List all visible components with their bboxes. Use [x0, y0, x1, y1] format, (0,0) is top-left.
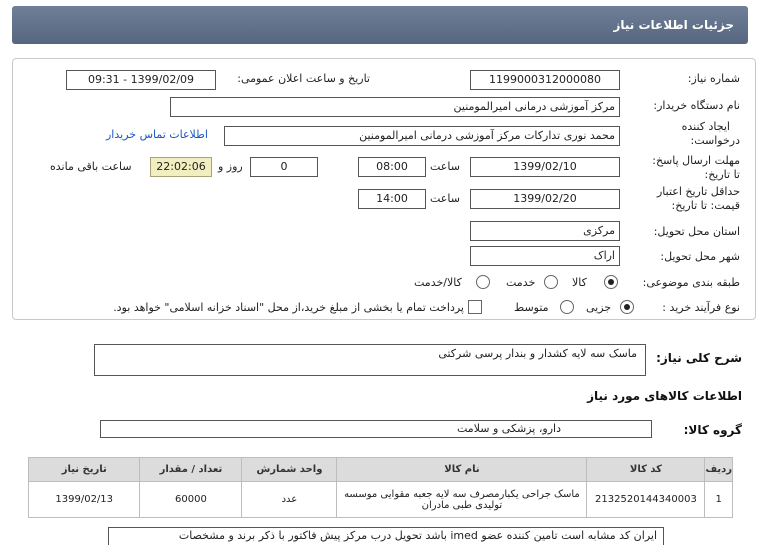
- items-table: [28, 457, 733, 518]
- province-label: استان محل تحویل:: [653, 225, 740, 238]
- category-radio-goods[interactable]: [604, 275, 618, 289]
- requester-label-2: درخواست:: [690, 134, 740, 147]
- reply-deadline-label-1: مهلت ارسال پاسخ:: [652, 154, 740, 167]
- reply-date-field: 1399/02/10: [470, 157, 620, 177]
- page-title: جزئیات اطلاعات نیاز: [613, 18, 734, 32]
- table-row: [29, 482, 733, 518]
- buyer-note-text: ایران کد مشابه است تامین کننده عضو imed باشد تحویل درب مرکز پیش فاکتور با ذکر برند و مشخصات: [178, 529, 657, 542]
- category-option-service: خدمت: [506, 276, 536, 289]
- days-label: روز و: [218, 160, 243, 173]
- days-field: 0: [250, 157, 318, 177]
- goods-group-label: گروه کالا:: [683, 423, 742, 437]
- col-item-name: نام کالا: [337, 458, 587, 482]
- category-radio-goods-service[interactable]: [476, 275, 490, 289]
- validity-time-field: 14:00: [358, 189, 426, 209]
- page-header: [12, 6, 748, 44]
- purchase-radio-medium[interactable]: [560, 300, 574, 314]
- need-number-field: 1199000312000080: [470, 70, 620, 90]
- cell-quantity: 60000: [140, 482, 242, 518]
- purchase-option-minor: جزیی: [586, 301, 612, 314]
- buyer-org-label: نام دستگاه خریدار:: [653, 99, 740, 112]
- requester-label-1: ایجاد کننده: [681, 120, 730, 133]
- table-header-row: [29, 458, 733, 482]
- city-label: شهر محل تحویل:: [660, 250, 740, 263]
- col-need-date: تاریخ نیاز: [29, 458, 140, 482]
- category-option-goods-service: کالا/خدمت: [414, 276, 462, 289]
- reply-time-field: 08:00: [358, 157, 426, 177]
- cell-item-name: ماسک جراحی یکبارمصرف سه لایه جعبه مقوایی موسسه تولیدی طبی مادران: [337, 482, 587, 518]
- col-quantity: تعداد / مقدار: [140, 458, 242, 482]
- purchase-option-medium: متوسط: [514, 301, 549, 314]
- cell-item-code: 2132520144340003: [587, 482, 705, 518]
- province-field: مرکزی: [470, 221, 620, 241]
- validity-date-field: 1399/02/20: [470, 189, 620, 209]
- cell-row-number: 1: [705, 482, 733, 518]
- remaining-time-field: 22:02:06: [150, 157, 212, 177]
- col-unit: واحد شمارش: [242, 458, 337, 482]
- treasury-payment-checkbox[interactable]: [468, 300, 482, 314]
- announce-label: تاریخ و ساعت اعلان عمومی:: [237, 72, 370, 85]
- cell-unit: عدد: [242, 482, 337, 518]
- need-number-label: شماره نیاز:: [687, 72, 740, 85]
- category-label: طبقه بندی موضوعی:: [642, 276, 740, 289]
- buyer-note: [108, 527, 664, 545]
- reply-deadline-label-2: تا تاریخ:: [704, 168, 740, 181]
- purchase-radio-minor[interactable]: [620, 300, 634, 314]
- buyer-contact-link[interactable]: اطلاعات تماس خریدار: [106, 128, 208, 141]
- reply-time-label: ساعت: [430, 160, 460, 173]
- summary-text: ماسک سه لایه کشدار و بندار پرسی شرکتی: [438, 347, 637, 360]
- city-field: اراک: [470, 246, 620, 266]
- buyer-org-field: مرکز آموزشی درمانی امیرالمومنین: [170, 97, 620, 117]
- summary-field: [94, 344, 646, 376]
- announce-field: 1399/02/09 - 09:31: [66, 70, 216, 90]
- treasury-payment-note: پرداخت تمام یا بخشی از مبلغ خرید،از محل "اسناد خزانه اسلامی" خواهد بود.: [113, 301, 464, 314]
- validity-label-2: قیمت: تا تاریخ:: [671, 199, 740, 212]
- remaining-label: ساعت باقی مانده: [50, 160, 132, 173]
- summary-label: شرح کلی نیاز:: [656, 351, 742, 365]
- validity-time-label: ساعت: [430, 192, 460, 205]
- col-row-number: ردیف: [705, 458, 733, 482]
- category-radio-service[interactable]: [544, 275, 558, 289]
- col-item-code: کد کالا: [587, 458, 705, 482]
- purchase-type-label: نوع فرآیند خرید :: [662, 301, 740, 314]
- goods-group-text: دارو، پزشکی و سلامت: [457, 422, 561, 435]
- goods-info-title: اطلاعات کالاهای مورد نیاز: [587, 389, 742, 403]
- cell-need-date: 1399/02/13: [29, 482, 140, 518]
- goods-group-field: [100, 420, 652, 438]
- category-option-goods: کالا: [572, 276, 587, 289]
- validity-label-1: حداقل تاریخ اعتبار: [656, 185, 740, 198]
- requester-field: محمد نوری تدارکات مرکز آموزشی درمانی امیرالمومنین: [224, 126, 620, 146]
